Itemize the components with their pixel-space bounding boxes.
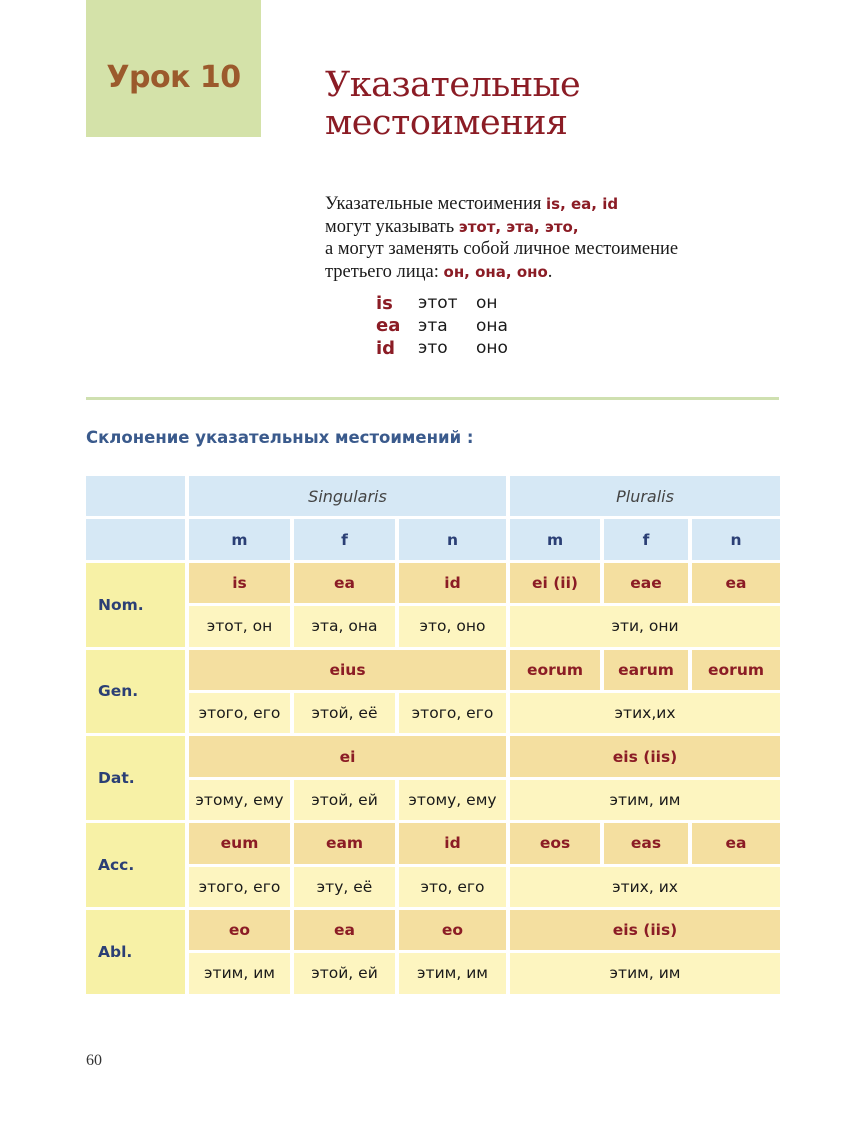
page-title — [325, 66, 580, 142]
latin-form: is — [189, 563, 294, 606]
pronoun-row — [376, 292, 508, 315]
latin-forms-row — [86, 736, 780, 779]
latin-form: ea — [294, 910, 399, 953]
translation: этим, им — [189, 953, 294, 996]
intro-paragraph — [325, 193, 785, 283]
pronoun-row — [376, 337, 508, 360]
case-label: Dat. — [86, 736, 189, 823]
latin-form: ea — [294, 563, 399, 606]
latin-forms-row — [86, 650, 780, 693]
latin-form: eis (iis) — [510, 910, 780, 953]
translation-row — [86, 780, 780, 823]
latin-form: eo — [399, 910, 510, 953]
case-label: Abl. — [86, 910, 189, 997]
gender-header: n — [692, 519, 780, 562]
translation: эти, они — [510, 606, 780, 649]
gender-header: f — [604, 519, 692, 562]
intro-line4-end: . — [547, 261, 553, 282]
intro-line2-text: могут указывать — [325, 216, 459, 237]
section-heading: Склонение указательных местоимений : — [86, 428, 474, 447]
translation-row — [86, 693, 780, 736]
gender-header: f — [294, 519, 399, 562]
case-label: Nom. — [86, 563, 189, 650]
latin-form: ea — [692, 563, 780, 606]
translation: этого, его — [399, 693, 510, 736]
pronoun-row — [376, 315, 508, 338]
latin-form: eorum — [510, 650, 604, 693]
pronoun-latin: id — [376, 337, 396, 359]
title-line-1: Указательные — [325, 65, 581, 105]
translation: это, его — [399, 867, 510, 910]
translation: этих,их — [510, 693, 780, 736]
pronoun-demonstrative: это — [418, 338, 448, 359]
intro-line4-text: третьего лица: — [325, 261, 444, 282]
intro-line1-text: Указательные местоимения — [325, 194, 546, 214]
translation: этого, его — [189, 867, 294, 910]
gender-header: n — [399, 519, 510, 562]
latin-form: earum — [604, 650, 692, 693]
page-number: 60 — [86, 1052, 102, 1069]
latin-form: ei (ii) — [510, 563, 604, 606]
translation: этим, им — [510, 953, 780, 996]
latin-form: eum — [189, 823, 294, 866]
latin-form: eae — [604, 563, 692, 606]
latin-form: eo — [189, 910, 294, 953]
latin-form: eius — [189, 650, 510, 693]
lesson-label: Урок 10 — [106, 60, 241, 95]
translation: этого, его — [189, 693, 294, 736]
declension-table — [86, 476, 780, 997]
translation: этот, он — [189, 606, 294, 649]
latin-form: eis (iis) — [510, 736, 780, 779]
section-divider — [86, 397, 779, 400]
latin-form: eorum — [692, 650, 780, 693]
latin-form: id — [399, 823, 510, 866]
latin-forms-row — [86, 823, 780, 866]
latin-form: eam — [294, 823, 399, 866]
translation: этому, ему — [189, 780, 294, 823]
header-corner — [86, 476, 189, 519]
pronoun-list — [376, 292, 508, 360]
pronoun-demonstrative: этот — [418, 293, 458, 314]
latin-form: ei — [189, 736, 510, 779]
translation: этой, ей — [294, 780, 399, 823]
gender-header: m — [510, 519, 604, 562]
latin-forms-row — [86, 563, 780, 606]
translation: этой, её — [294, 693, 399, 736]
intro-line1-highlight: is, ea, id — [546, 195, 619, 213]
pronoun-latin: is — [376, 292, 393, 314]
latin-form: id — [399, 563, 510, 606]
case-label: Gen. — [86, 650, 189, 737]
translation: этой, ей — [294, 953, 399, 996]
intro-line4-highlight: он, она, оно — [443, 262, 548, 281]
pronoun-demonstrative: эта — [418, 315, 448, 336]
gender-header-row — [86, 519, 780, 562]
header-corner — [86, 519, 189, 562]
translation-row — [86, 953, 780, 996]
gender-header: m — [189, 519, 294, 562]
latin-forms-row — [86, 910, 780, 953]
intro-line3-text: а могут заменять собой личное местоимение — [325, 239, 679, 259]
pronoun-personal: он — [476, 293, 498, 314]
translation: этих, их — [510, 867, 780, 910]
translation: это, оно — [399, 606, 510, 649]
lesson-label-box — [86, 0, 261, 137]
number-header-row — [86, 476, 780, 519]
translation: эта, она — [294, 606, 399, 649]
pronoun-latin: ea — [376, 315, 401, 337]
translation: этим, им — [510, 780, 780, 823]
translation-row — [86, 867, 780, 910]
latin-form: eos — [510, 823, 604, 866]
pronoun-personal: оно — [476, 338, 508, 359]
translation: этим, им — [399, 953, 510, 996]
translation: этому, ему — [399, 780, 510, 823]
translation-row — [86, 606, 780, 649]
translation: эту, её — [294, 867, 399, 910]
pluralis-header: Pluralis — [510, 476, 780, 519]
title-line-2: местоимения — [325, 103, 568, 143]
latin-form: eas — [604, 823, 692, 866]
singularis-header: Singularis — [189, 476, 510, 519]
latin-form: ea — [692, 823, 780, 866]
pronoun-personal: она — [476, 315, 508, 336]
case-label: Acc. — [86, 823, 189, 910]
intro-line2-highlight: этот, эта, это, — [458, 217, 579, 236]
